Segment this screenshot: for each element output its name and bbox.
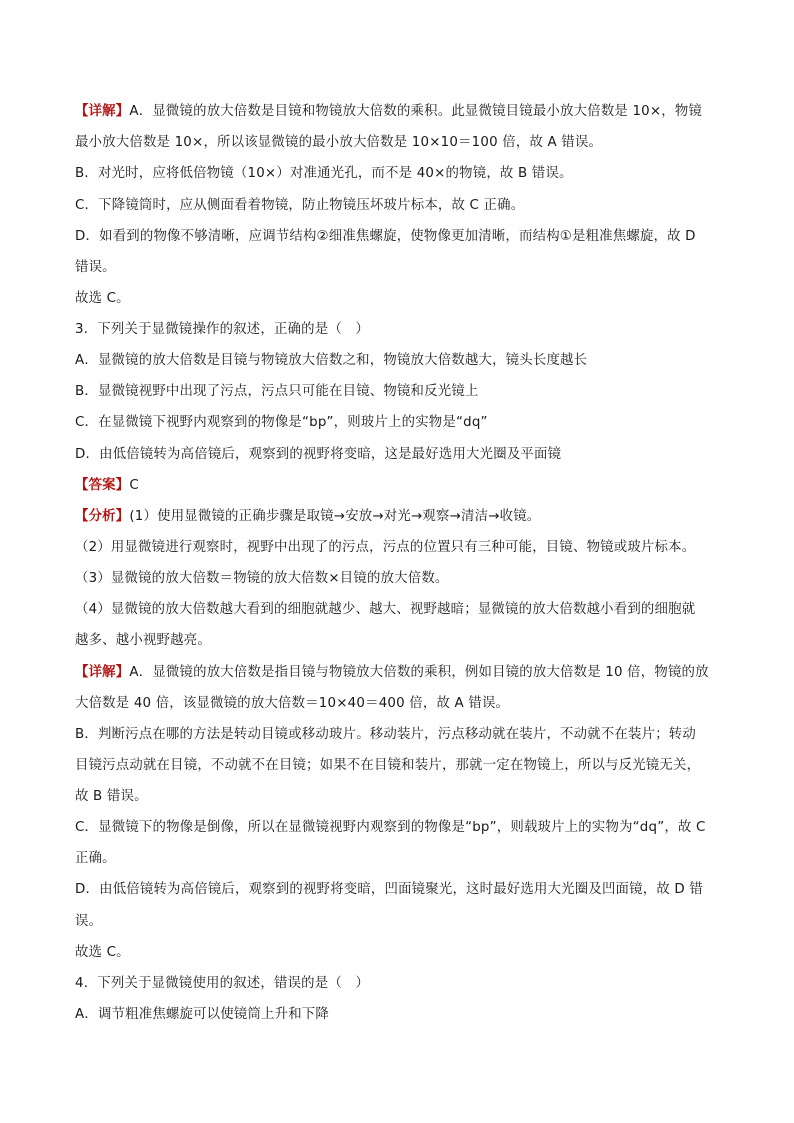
line-text: A．显微镜的放大倍数是指目镜与物镜放大倍数的乘积，例如目镜的放大倍数是 10 倍，物镜的放: [129, 665, 709, 680]
line-text: （4）显微镜的放大倍数越大看到的细胞就越少、越大、视野越暗；显微镜的放大倍数越小看到的细胞就: [75, 602, 696, 617]
text-line: [75, 134, 602, 152]
text-line: [75, 259, 116, 277]
question-line: [75, 975, 369, 993]
line-text: B．对光时，应将低倍物镜（10×）对准通光孔，而不是 40×的物镜，故 B 错误。: [75, 166, 573, 181]
section-tag: 【详解】: [75, 104, 130, 119]
option-line: [75, 414, 488, 432]
line-text: 越多、越小视野越亮。: [75, 633, 211, 648]
line-text: A．调节粗准焦螺旋可以使镜筒上升和下降: [75, 1007, 329, 1022]
line-text: 最小放大倍数是 10×，所以该显微镜的最小放大倍数是 10×10＝100 倍，故 A 错误。: [75, 135, 603, 150]
text-line: [75, 726, 696, 744]
line-text: D．如看到的物像不够清晰，应调节结构②细准焦螺旋，使物像更加清晰，而结构①是粗准焦螺旋，故 D: [75, 229, 696, 244]
line-text: B．判断污点在哪的方法是转动目镜或移动玻片。移动装片，污点移动就在装片，不动就不在装片；转动: [75, 727, 696, 742]
line-text: C．在显微镜下视野内观察到的物像是“bp”，则玻片上的实物是“dq”: [75, 415, 488, 430]
line-text: (1）使用显微镜的正确步骤是取镜→安放→对光→观察→清洁→收镜。: [129, 509, 541, 524]
line-text: （3）显微镜的放大倍数＝物镜的放大倍数×目镜的放大倍数。: [75, 571, 449, 586]
answer-line: [75, 477, 139, 495]
line-text: D．由低倍镜转为高倍镜后，观察到的视野将变暗，凹面镜聚光，这时最好选用大光圈及凹面镜，故 D 错: [75, 882, 703, 897]
text-line: [75, 913, 102, 931]
line-text: 故选 C。: [75, 291, 130, 306]
line-text: A．显微镜的放大倍数是目镜和物镜放大倍数的乘积。此显微镜目镜最小放大倍数是 10×，物镜: [129, 104, 703, 119]
line-text: C．显微镜下的物像是倒像，所以在显微镜视野内观察到的物像是“bp”，则载玻片上的实物为“dq”，故 C: [75, 820, 706, 835]
line-text: 故 B 错误。: [75, 789, 148, 804]
line-text: C．下降镜筒时，应从侧面看着物镜，防止物镜压坏玻片标本，故 C 正确。: [75, 198, 525, 213]
text-line: [75, 881, 703, 899]
option-line: [75, 1006, 329, 1024]
text-line: [75, 788, 148, 806]
question-line: [75, 321, 369, 339]
text-line: [75, 944, 130, 962]
line-text: C: [129, 478, 139, 493]
line-text: 3．下列关于显微镜操作的叙述，正确的是（ ）: [75, 322, 370, 337]
section-tag: 【分析】: [75, 509, 130, 524]
text-line: [75, 850, 116, 868]
text-line: [75, 165, 573, 183]
line-text: 故选 C。: [75, 945, 130, 960]
line-text: 误。: [75, 914, 103, 929]
text-line: [75, 228, 696, 246]
text-line: [75, 757, 700, 775]
text-line: [75, 601, 695, 619]
line-text: D．由低倍镜转为高倍镜后，观察到的视野将变暗，这是最好选用大光圈及平面镜: [75, 447, 562, 462]
text-line: [75, 570, 449, 588]
line-text: 大倍数是 40 倍，该显微镜的放大倍数＝10×40＝400 倍，故 A 错误。: [75, 696, 510, 711]
text-line: [75, 819, 706, 837]
line-text: （2）用显微镜进行观察时，视野中出现了的污点，污点的位置只有三种可能，目镜、物镜或玻片标本。: [75, 540, 696, 555]
text-line: [75, 632, 211, 650]
option-line: [75, 352, 587, 370]
text-line: [75, 103, 702, 121]
option-line: [75, 446, 561, 464]
text-line: [75, 197, 524, 215]
option-line: [75, 383, 479, 401]
line-text: 目镜污点动就在目镜，不动就不在目镜；如果不在目镜和装片，那就一定在物镜上，所以与反光镜无关，: [75, 758, 701, 773]
text-line: [75, 695, 509, 713]
line-text: 4．下列关于显微镜使用的叙述，错误的是（ ）: [75, 976, 370, 991]
detail-line: [75, 664, 709, 682]
line-text: A．显微镜的放大倍数是目镜与物镜放大倍数之和，物镜放大倍数越大，镜头长度越长: [75, 353, 588, 368]
line-text: B．显微镜视野中出现了污点，污点只可能在目镜、物镜和反光镜上: [75, 384, 479, 399]
analysis-line: [75, 508, 540, 526]
section-tag: 【答案】: [75, 478, 130, 493]
section-tag: 【详解】: [75, 665, 130, 680]
line-text: 错误。: [75, 260, 116, 275]
line-text: 正确。: [75, 851, 116, 866]
text-line: [75, 539, 695, 557]
text-line: [75, 290, 130, 308]
